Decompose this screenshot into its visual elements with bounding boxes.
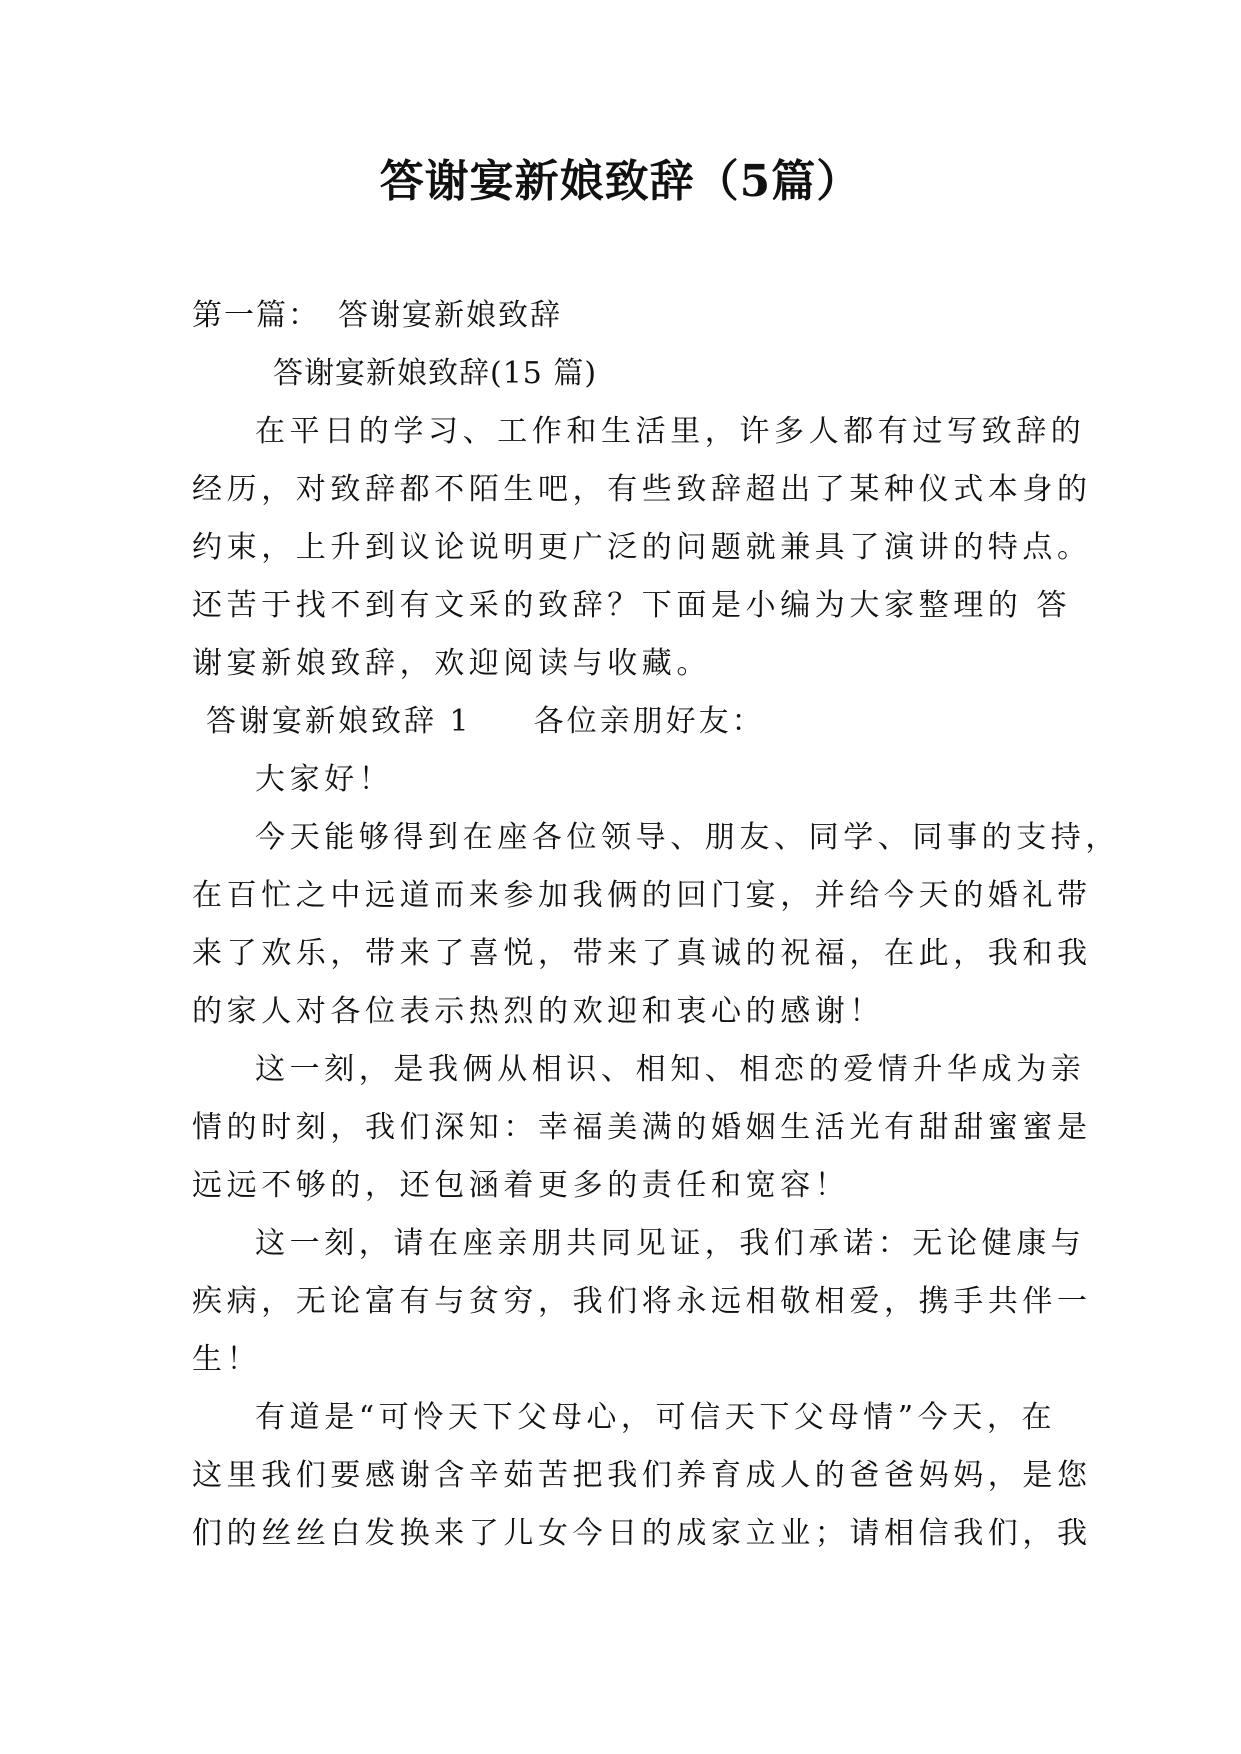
body-line: 疾病，无论富有与贫穷，我们将永远相敬相爱，携手共伴一 bbox=[192, 1284, 1092, 1319]
body-line: 今天能够得到在座各位领导、朋友、同学、同事的支持， bbox=[255, 820, 1120, 855]
body-line: 这里我们要感谢含辛茹苦把我们养育成人的爸爸妈妈，是您 bbox=[192, 1458, 1092, 1493]
section-heading-text: 答谢宴新娘致辞 bbox=[338, 298, 562, 333]
body-line: 们的丝丝白发换来了儿女今日的成家立业；请相信我们，我 bbox=[192, 1516, 1092, 1551]
greeting: 大家好！ bbox=[255, 762, 394, 797]
speech-heading-row bbox=[206, 700, 1076, 744]
body-line: 来了欢乐，带来了喜悦，带来了真诚的祝福，在此，我和我 bbox=[192, 936, 1092, 971]
document-title: 答谢宴新娘致辞（5篇） bbox=[379, 156, 862, 207]
intro-line: 在平日的学习、工作和生活里，许多人都有过写致辞的 bbox=[255, 414, 1086, 449]
body-line: 这一刻，是我俩从相识、相知、相恋的爱情升华成为亲 bbox=[255, 1052, 1086, 1087]
intro-line: 谢宴新娘致辞，欢迎阅读与收藏。 bbox=[192, 646, 711, 681]
body-line: 情的时刻，我们深知：幸福美满的婚姻生活光有甜甜蜜蜜是 bbox=[192, 1110, 1092, 1145]
body-line: 有道是“可怜天下父母心，可信天下父母情”今天，在 bbox=[255, 1400, 1057, 1435]
speech-heading: 答谢宴新娘致辞 1 bbox=[206, 704, 472, 739]
body-line: 远远不够的，还包涵着更多的责任和宽容！ bbox=[192, 1168, 850, 1203]
intro-line: 约束，上升到议论说明更广泛的问题就兼具了演讲的特点。 bbox=[192, 530, 1092, 565]
section-heading bbox=[192, 294, 1062, 338]
section-heading-label: 第一篇： bbox=[192, 298, 320, 333]
body-line: 这一刻，请在座亲朋共同见证，我们承诺：无论健康与 bbox=[255, 1226, 1086, 1261]
intro-line: 还苦于找不到有文采的致辞？下面是小编为大家整理的 答 bbox=[192, 588, 1072, 623]
body-line: 生！ bbox=[192, 1342, 262, 1377]
document-subtitle: 答谢宴新娘致辞(15 篇) bbox=[273, 356, 598, 391]
body-line: 的家人对各位表示热烈的欢迎和衷心的感谢！ bbox=[192, 994, 884, 1029]
body-line: 在百忙之中远道而来参加我俩的回门宴，并给今天的婚礼带 bbox=[192, 878, 1092, 913]
salutation: 各位亲朋好友： bbox=[533, 704, 765, 739]
intro-line: 经历，对致辞都不陌生吧，有些致辞超出了某种仪式本身的 bbox=[192, 472, 1092, 507]
